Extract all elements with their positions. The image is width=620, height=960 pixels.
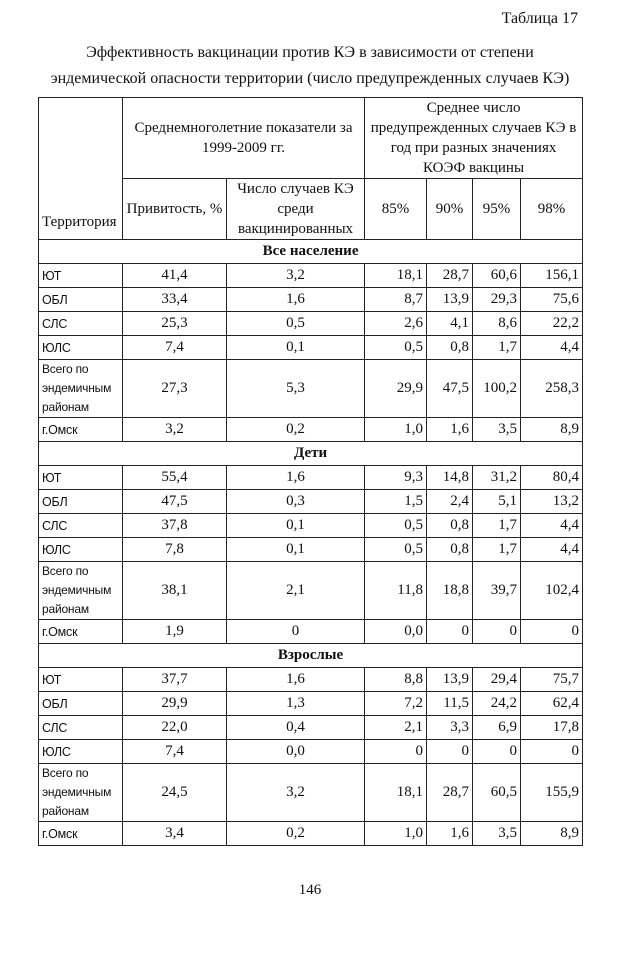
cell-90: 28,7 <box>427 764 473 822</box>
cell-territory: Всего по эндемичным районам <box>39 764 123 822</box>
section-row <box>39 240 583 264</box>
cell-85: 8,8 <box>365 668 427 692</box>
cell-cases: 0,3 <box>227 490 365 514</box>
cell-85: 18,1 <box>365 264 427 288</box>
cell-cases: 1,6 <box>227 466 365 490</box>
cell-95: 100,2 <box>473 360 521 418</box>
cell-coverage: 38,1 <box>123 562 227 620</box>
cell-90: 0 <box>427 620 473 644</box>
cell-coverage: 33,4 <box>123 288 227 312</box>
cell-85: 0,5 <box>365 538 427 562</box>
cell-90: 4,1 <box>427 312 473 336</box>
cell-90: 1,6 <box>427 418 473 442</box>
table-row <box>39 822 583 846</box>
cell-98: 22,2 <box>521 312 583 336</box>
table-row <box>39 562 583 620</box>
cell-98: 4,4 <box>521 336 583 360</box>
cell-85: 0,5 <box>365 514 427 538</box>
cell-cases: 1,6 <box>227 668 365 692</box>
cell-85: 2,6 <box>365 312 427 336</box>
cell-coverage: 7,4 <box>123 336 227 360</box>
cell-90: 0,8 <box>427 538 473 562</box>
cell-cases: 0,0 <box>227 740 365 764</box>
cell-90: 0,8 <box>427 336 473 360</box>
cell-90: 1,6 <box>427 822 473 846</box>
cell-95: 0 <box>473 740 521 764</box>
cell-territory: СЛС <box>39 716 123 740</box>
cell-98: 156,1 <box>521 264 583 288</box>
cell-coverage: 55,4 <box>123 466 227 490</box>
table-row <box>39 360 583 418</box>
cell-98: 8,9 <box>521 822 583 846</box>
cell-85: 1,0 <box>365 822 427 846</box>
cell-98: 155,9 <box>521 764 583 822</box>
cell-coverage: 37,7 <box>123 668 227 692</box>
section-title: Взрослые <box>39 644 583 668</box>
cell-coverage: 24,5 <box>123 764 227 822</box>
cell-98: 62,4 <box>521 692 583 716</box>
section-row <box>39 644 583 668</box>
cell-85: 9,3 <box>365 466 427 490</box>
cell-95: 1,7 <box>473 538 521 562</box>
caption-line-2: эндемической опасности территории (число предупрежденных случаев КЭ) <box>50 70 570 87</box>
cell-cases: 0,1 <box>227 514 365 538</box>
cell-95: 60,6 <box>473 264 521 288</box>
cell-85: 0,0 <box>365 620 427 644</box>
cell-territory: г.Омск <box>39 822 123 846</box>
cell-coverage: 3,2 <box>123 418 227 442</box>
cell-territory: ЮЛС <box>39 538 123 562</box>
section-title: Все население <box>39 240 583 264</box>
cell-cases: 3,2 <box>227 264 365 288</box>
cell-95: 5,1 <box>473 490 521 514</box>
cell-98: 17,8 <box>521 716 583 740</box>
cell-95: 39,7 <box>473 562 521 620</box>
cell-coverage: 29,9 <box>123 692 227 716</box>
cell-98: 13,2 <box>521 490 583 514</box>
cell-90: 13,9 <box>427 288 473 312</box>
table-caption <box>20 40 600 92</box>
cell-85: 1,5 <box>365 490 427 514</box>
cell-cases: 0,5 <box>227 312 365 336</box>
vaccination-efficacy-table <box>38 97 583 846</box>
cell-90: 11,5 <box>427 692 473 716</box>
table-row <box>39 620 583 644</box>
table-row <box>39 490 583 514</box>
header-long-term-indicators: Среднемноголетние показатели за 1999-2009 гг. <box>123 98 365 179</box>
cell-98: 80,4 <box>521 466 583 490</box>
table-row <box>39 418 583 442</box>
table-row <box>39 764 583 822</box>
cell-territory: ЮТ <box>39 466 123 490</box>
cell-90: 0 <box>427 740 473 764</box>
cell-territory: ЮТ <box>39 668 123 692</box>
cell-95: 29,4 <box>473 668 521 692</box>
cell-98: 258,3 <box>521 360 583 418</box>
cell-85: 0,5 <box>365 336 427 360</box>
cell-cases: 1,3 <box>227 692 365 716</box>
table-row <box>39 288 583 312</box>
cell-coverage: 7,8 <box>123 538 227 562</box>
cell-cases: 5,3 <box>227 360 365 418</box>
cell-territory: СЛС <box>39 514 123 538</box>
cell-territory: Всего по эндемичным районам <box>39 360 123 418</box>
header-efficacy-90: 90% <box>427 179 473 240</box>
cell-coverage: 37,8 <box>123 514 227 538</box>
cell-90: 13,9 <box>427 668 473 692</box>
cell-98: 102,4 <box>521 562 583 620</box>
cell-95: 3,5 <box>473 822 521 846</box>
cell-85: 18,1 <box>365 764 427 822</box>
cell-95: 6,9 <box>473 716 521 740</box>
cell-90: 0,8 <box>427 514 473 538</box>
cell-95: 29,3 <box>473 288 521 312</box>
header-efficacy-95: 95% <box>473 179 521 240</box>
cell-territory: ОБЛ <box>39 288 123 312</box>
cell-coverage: 25,3 <box>123 312 227 336</box>
cell-98: 0 <box>521 740 583 764</box>
table-row <box>39 740 583 764</box>
cell-95: 60,5 <box>473 764 521 822</box>
cell-98: 4,4 <box>521 538 583 562</box>
cell-territory: Всего по эндемичным районам <box>39 562 123 620</box>
cell-coverage: 1,9 <box>123 620 227 644</box>
header-efficacy-98: 98% <box>521 179 583 240</box>
cell-98: 4,4 <box>521 514 583 538</box>
table-row <box>39 312 583 336</box>
cell-territory: ЮЛС <box>39 336 123 360</box>
cell-85: 8,7 <box>365 288 427 312</box>
cell-coverage: 41,4 <box>123 264 227 288</box>
cell-territory: г.Омск <box>39 620 123 644</box>
cell-coverage: 22,0 <box>123 716 227 740</box>
cell-90: 28,7 <box>427 264 473 288</box>
cell-cases: 0,1 <box>227 336 365 360</box>
cell-90: 2,4 <box>427 490 473 514</box>
cell-cases: 0 <box>227 620 365 644</box>
cell-coverage: 27,3 <box>123 360 227 418</box>
cell-territory: ОБЛ <box>39 692 123 716</box>
header-prevented-cases: Среднее число предупрежденных случаев КЭ в год при разных значениях КОЭФ вакцины <box>365 98 583 179</box>
table-row <box>39 514 583 538</box>
cell-territory: г.Омск <box>39 418 123 442</box>
cell-95: 0 <box>473 620 521 644</box>
cell-coverage: 3,4 <box>123 822 227 846</box>
table-label: Таблица 17 <box>501 10 578 27</box>
cell-cases: 3,2 <box>227 764 365 822</box>
cell-85: 29,9 <box>365 360 427 418</box>
cell-cases: 1,6 <box>227 288 365 312</box>
table-row <box>39 538 583 562</box>
cell-85: 11,8 <box>365 562 427 620</box>
cell-cases: 2,1 <box>227 562 365 620</box>
cell-98: 8,9 <box>521 418 583 442</box>
cell-territory: ЮТ <box>39 264 123 288</box>
cell-95: 1,7 <box>473 336 521 360</box>
page-number: 146 <box>298 882 322 898</box>
cell-98: 75,6 <box>521 288 583 312</box>
cell-95: 1,7 <box>473 514 521 538</box>
cell-90: 18,8 <box>427 562 473 620</box>
section-title: Дети <box>39 442 583 466</box>
header-cases-vaccinated: Число случаев КЭ среди вакцинированных <box>227 179 365 240</box>
table-row <box>39 466 583 490</box>
cell-95: 3,5 <box>473 418 521 442</box>
header-territory: Территория <box>39 98 123 240</box>
header-efficacy-85: 85% <box>365 179 427 240</box>
table-row <box>39 336 583 360</box>
section-row <box>39 442 583 466</box>
cell-98: 75,7 <box>521 668 583 692</box>
cell-cases: 0,2 <box>227 822 365 846</box>
cell-85: 0 <box>365 740 427 764</box>
cell-85: 7,2 <box>365 692 427 716</box>
cell-85: 1,0 <box>365 418 427 442</box>
cell-95: 8,6 <box>473 312 521 336</box>
cell-cases: 0,4 <box>227 716 365 740</box>
cell-90: 3,3 <box>427 716 473 740</box>
table-row <box>39 264 583 288</box>
cell-coverage: 7,4 <box>123 740 227 764</box>
cell-cases: 0,2 <box>227 418 365 442</box>
table-row <box>39 716 583 740</box>
cell-90: 14,8 <box>427 466 473 490</box>
cell-territory: СЛС <box>39 312 123 336</box>
cell-coverage: 47,5 <box>123 490 227 514</box>
cell-90: 47,5 <box>427 360 473 418</box>
header-row-1 <box>39 98 583 179</box>
cell-cases: 0,1 <box>227 538 365 562</box>
cell-territory: ОБЛ <box>39 490 123 514</box>
cell-95: 31,2 <box>473 466 521 490</box>
caption-line-1: Эффективность вакцинации против КЭ в зависимости от степени <box>86 44 534 61</box>
cell-95: 24,2 <box>473 692 521 716</box>
table-row <box>39 692 583 716</box>
cell-territory: ЮЛС <box>39 740 123 764</box>
header-coverage: Привитость, % <box>123 179 227 240</box>
cell-98: 0 <box>521 620 583 644</box>
table-row <box>39 668 583 692</box>
cell-85: 2,1 <box>365 716 427 740</box>
